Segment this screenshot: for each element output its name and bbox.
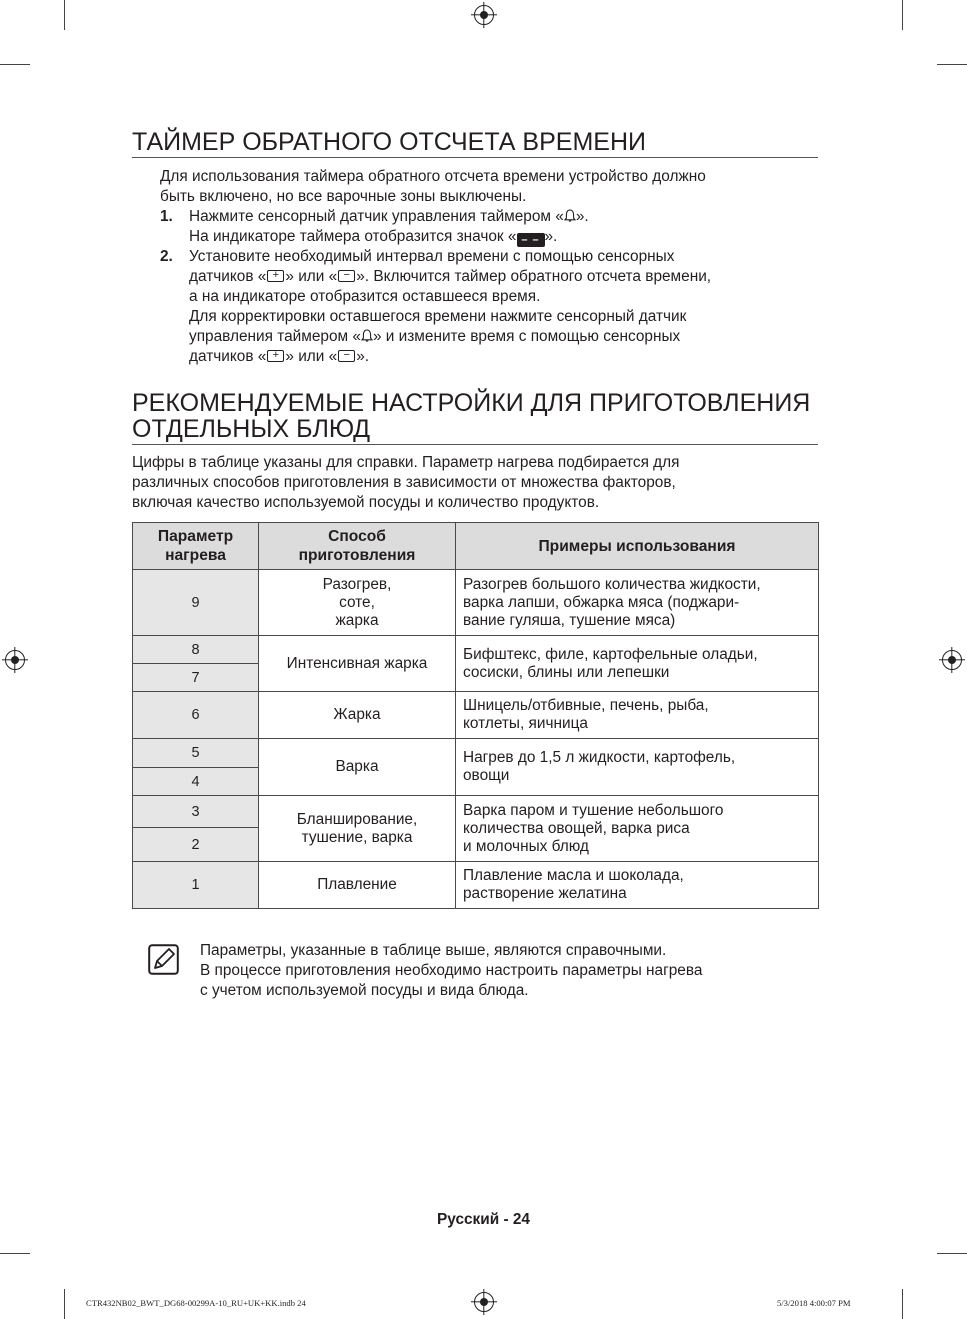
example-cell: Плавление масла и шоколада, растворение желатина (456, 862, 819, 909)
crop-mark (64, 0, 65, 30)
timer-bell-icon (564, 209, 576, 223)
heat-level-cell: 9 (133, 570, 259, 636)
note-line: В процессе приготовления необходимо настроить параметры нагрева (200, 962, 703, 979)
registration-mark-icon (474, 1292, 494, 1312)
note-line: Параметры, указанные в таблице выше, являются справочными. (200, 942, 667, 959)
section-title-timer: ТАЙМЕР ОБРАТНОГО ОТСЧЕТА ВРЕМЕНИ (132, 129, 818, 158)
heat-level-cell: 6 (133, 692, 259, 739)
step-line: Нажмите сенсорный датчик управления таймером « ». (189, 208, 589, 225)
crop-mark (902, 0, 903, 30)
step-line: управления таймером « » и измените время с помощью сенсорных (189, 328, 681, 345)
step-2 (160, 247, 810, 367)
crop-mark (937, 1253, 967, 1254)
registration-mark-icon (5, 650, 25, 670)
intro-line: быть включено, но все варочные зоны выключены. (160, 188, 527, 205)
title-line: РЕКОМЕНДУЕМЫЕ НАСТРОЙКИ ДЛЯ ПРИГОТОВЛЕНИЯ (132, 389, 811, 417)
step-number: 2. (160, 248, 173, 265)
registration-mark-icon (942, 650, 962, 670)
table-row (133, 636, 819, 664)
step-1 (160, 207, 810, 247)
method-cell: Плавление (259, 862, 456, 909)
heat-level-cell: 3 (133, 796, 259, 828)
title-line: ОТДЕЛЬНЫХ БЛЮД (132, 415, 371, 443)
plus-key-icon: + (267, 270, 284, 282)
crop-mark (64, 1289, 65, 1319)
step-line: датчиков « + » или « − ». Включится таймер обратного отсчета времени, (189, 268, 712, 285)
intro-line: Цифры в таблице указаны для справки. Параметр нагрева подбирается для (132, 454, 680, 471)
heat-level-cell: 5 (133, 739, 259, 768)
intro-line: включая качество используемой посуды и количество продуктов. (132, 494, 600, 511)
heat-level-cell: 2 (133, 828, 259, 862)
header-examples: Примеры использования (456, 523, 819, 570)
heat-level-cell: 1 (133, 862, 259, 909)
example-cell: Нагрев до 1,5 л жидкости, картофель, овощи (456, 739, 819, 796)
step-number: 1. (160, 208, 173, 225)
step-line: На индикаторе таймера отобразится значок « – – ». (189, 228, 558, 246)
table-row (133, 862, 819, 909)
table-row (133, 796, 819, 828)
example-cell: Разогрев большого количества жидкости, варка лапши, обжарка мяса (поджари- вание гуляша, тушение мяса) (456, 570, 819, 636)
timer-bell-icon (361, 329, 373, 343)
registration-mark-icon (474, 5, 494, 25)
table-row (133, 692, 819, 739)
method-cell: Разогрев, соте, жарка (259, 570, 456, 636)
section-title-settings (132, 390, 818, 445)
timer-display-icon: – – (517, 233, 545, 247)
example-cell: Шницель/отбивные, печень, рыба, котлеты, яичница (456, 692, 819, 739)
intro-line: Для использования таймера обратного отсчета времени устройство должно (160, 168, 706, 185)
minus-key-icon: − (338, 270, 355, 282)
method-cell: Бланширование, тушение, варка (259, 796, 456, 862)
settings-table (132, 522, 819, 909)
table-row (133, 739, 819, 768)
heat-level-cell: 7 (133, 664, 259, 692)
plus-key-icon: + (267, 350, 284, 362)
example-cell: Бифштекс, филе, картофельные оладьи, сосиски, блины или лепешки (456, 636, 819, 692)
method-cell: Интенсивная жарка (259, 636, 456, 692)
minus-key-icon: − (338, 350, 355, 362)
note-text (200, 941, 810, 1001)
step-line: Установите необходимый интервал времени с помощью сенсорных (189, 248, 675, 265)
note-line: с учетом используемой посуды и вида блюда. (200, 982, 529, 999)
crop-mark (0, 1253, 30, 1254)
crop-mark (902, 1289, 903, 1319)
table-row (133, 570, 819, 636)
table-header-row (133, 523, 819, 570)
intro-line: различных способов приготовления в зависимости от множества факторов, (132, 474, 676, 491)
header-method: Способ приготовления (259, 523, 456, 570)
settings-intro (132, 453, 818, 513)
step-line: Для корректировки оставшегося времени нажмите сенсорный датчик (189, 308, 687, 325)
note-pencil-icon (148, 944, 179, 975)
method-cell: Варка (259, 739, 456, 796)
step-line: датчиков « + » или « − ». (189, 348, 370, 365)
file-slug: CTR432NB02_BWT_DG68-00299A-10_RU+UK+KK.indb 24 (86, 1298, 306, 1308)
example-cell: Варка паром и тушение небольшого количества овощей, варка риса и молочных блюд (456, 796, 819, 862)
print-datetime: 5/3/2018 4:00:07 PM (777, 1298, 851, 1308)
header-heat-level: Параметр нагрева (133, 523, 259, 570)
heat-level-cell: 8 (133, 636, 259, 664)
crop-mark (937, 64, 967, 65)
method-cell: Жарка (259, 692, 456, 739)
crop-mark (0, 64, 30, 65)
page-number: Русский - 24 (437, 1211, 530, 1228)
timer-intro (160, 167, 810, 207)
step-line: а на индикаторе отобразится оставшееся время. (189, 288, 541, 305)
heat-level-cell: 4 (133, 768, 259, 796)
